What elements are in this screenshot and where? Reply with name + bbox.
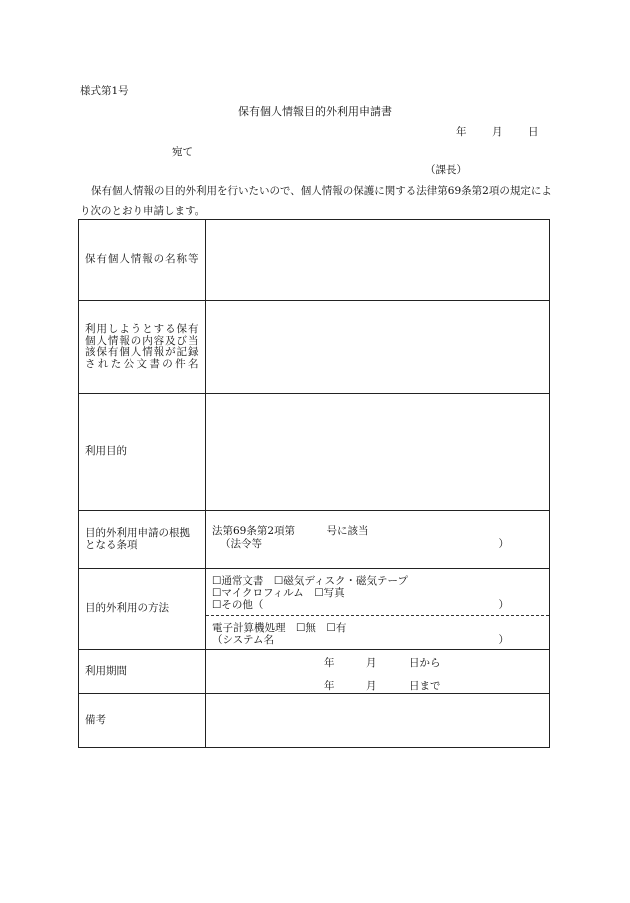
field-method [206, 569, 550, 650]
label-text: 備考 [85, 713, 106, 726]
label-remarks [79, 694, 206, 748]
table-row [79, 220, 550, 301]
application-form-table [78, 219, 550, 748]
label-method [79, 569, 206, 650]
addressee: 宛て [172, 146, 193, 158]
application-date [456, 124, 539, 139]
label-purpose [79, 394, 206, 511]
field-legal-basis[interactable] [206, 511, 550, 569]
legal-basis-close: ） [498, 538, 509, 550]
table-row [79, 511, 550, 569]
period-from-month: 月 [366, 657, 377, 669]
media-other[interactable]: ☐その他（ [212, 599, 264, 611]
label-text: 目的外利用申請の根拠となる条項 [85, 527, 190, 551]
date-year: 年 [456, 126, 467, 138]
table-row [79, 650, 550, 694]
period-to-year: 年 [324, 680, 335, 692]
date-month: 月 [492, 126, 503, 138]
field-purpose[interactable] [206, 394, 550, 511]
period-from-year: 年 [324, 657, 335, 669]
method-divider [206, 615, 549, 616]
period-from-day: 日から [409, 657, 441, 669]
page-title: 保有個人情報目的外利用申請書 [238, 105, 392, 118]
date-day: 日 [528, 126, 539, 138]
system-name-close: ） [498, 634, 509, 646]
table-row [79, 569, 550, 650]
label-period [79, 650, 206, 694]
label-text: 利用しようとする保有個人情報の内容及び当該保有個人情報が記録された公文書の件名 [85, 323, 199, 370]
field-remarks[interactable] [206, 694, 550, 748]
label-info-content [79, 301, 206, 394]
label-text: 利用目的 [85, 445, 127, 458]
media-options-1[interactable]: ☐通常文書 ☐磁気ディスク・磁気テープ [212, 575, 408, 587]
media-other-close: ） [498, 599, 509, 611]
field-info-name[interactable] [206, 220, 550, 301]
field-info-content[interactable] [206, 301, 550, 394]
label-text: 目的外利用の方法 [85, 602, 169, 615]
label-text: 保有個人情報の名称等 [85, 253, 199, 266]
media-options-2[interactable]: ☐マイクロフィルム ☐写真 [212, 587, 345, 599]
table-row [79, 394, 550, 511]
period-to-month: 月 [366, 680, 377, 692]
period-from [324, 655, 441, 670]
period-to [324, 678, 441, 693]
table-row [79, 694, 550, 748]
legal-basis-law: （法令等 [220, 538, 262, 550]
intro-text: 保有個人情報の目的外利用を行いたいので、個人情報の保護に関する法律第69条第2項の規定により次のとおり申請します。 [80, 185, 552, 217]
field-period[interactable] [206, 650, 550, 694]
legal-basis-clause: 法第69条第2項第 号に該当 [212, 525, 369, 537]
system-name[interactable]: （システム名 [212, 634, 274, 646]
form-number: 様式第1号 [80, 85, 129, 97]
label-text: 利用期間 [85, 664, 127, 677]
period-to-day: 日まで [409, 680, 441, 692]
label-info-name [79, 220, 206, 301]
label-legal-basis [79, 511, 206, 569]
section-chief: （課長） [425, 164, 467, 176]
table-row [79, 301, 550, 394]
computer-processing[interactable]: 電子計算機処理 ☐無 ☐有 [212, 622, 347, 634]
